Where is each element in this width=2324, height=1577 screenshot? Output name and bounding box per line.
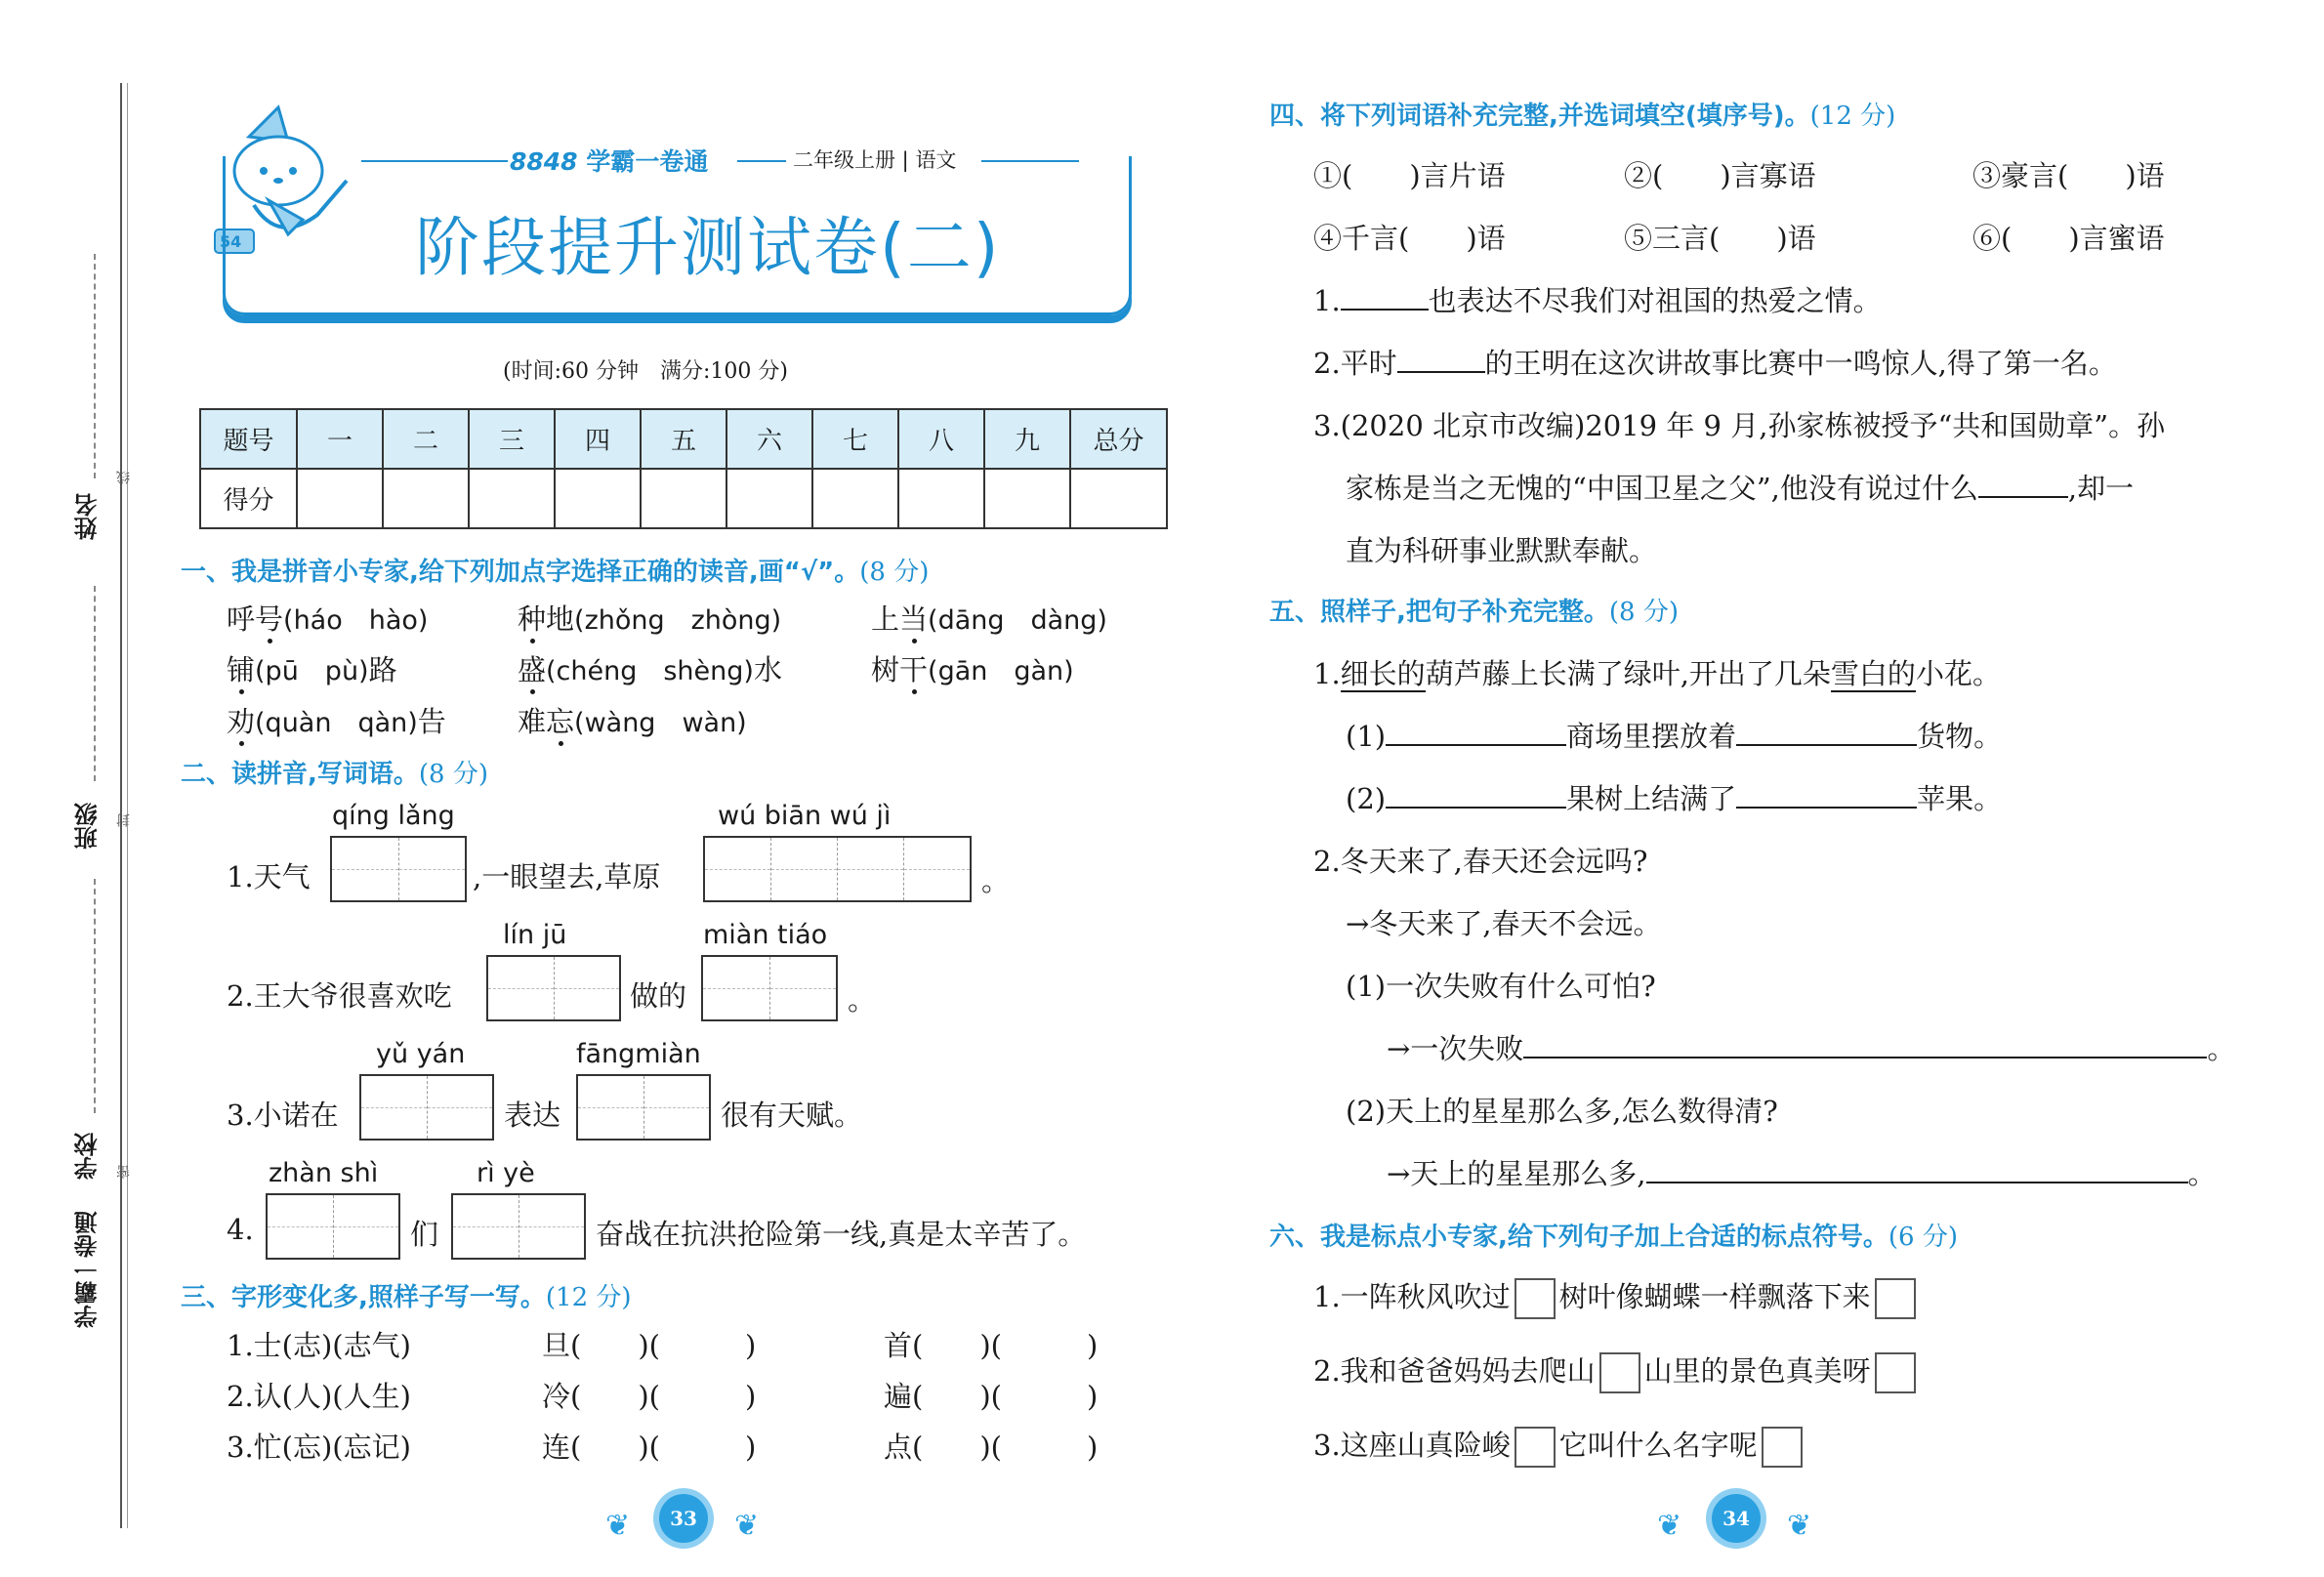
s2-q3-end: 很有天赋。 xyxy=(721,1099,863,1132)
leaf-decoration-icon: ❦ xyxy=(605,1509,631,1543)
s5-q1: (1)一次失败有什么可怕? xyxy=(1346,970,1656,1003)
s6-q2-box-2[interactable] xyxy=(1875,1352,1916,1393)
s2-q4-pinyin-1: zhàn shì xyxy=(269,1158,379,1188)
s1-item-lead: 上 xyxy=(871,602,900,636)
s2-q3-pinyin-2: fāngmiàn xyxy=(576,1039,701,1069)
side-brand: 学霸一卷通 xyxy=(74,1211,102,1328)
s2-q3-pinyin-1: yǔ yán xyxy=(376,1039,466,1069)
s2-q2-answer-box-1[interactable] xyxy=(486,955,621,1021)
s4-option-2[interactable]: ②( )言寡语 xyxy=(1624,159,1816,192)
side-secret-mark: 密 xyxy=(116,1165,132,1179)
section-3-points: (12 分) xyxy=(545,1283,632,1312)
section-4-points: (12 分) xyxy=(1809,102,1896,131)
s1-item-lead: 呼 xyxy=(227,602,256,636)
s6-q3-a: 3.这座山真险峻 xyxy=(1313,1429,1511,1462)
section-4-title-text: 四、将下列词语补充完整,并选词填空(填序号)。 xyxy=(1269,102,1810,131)
s2-q2-end: 。 xyxy=(848,983,877,1017)
s4-q3-line-2 xyxy=(1346,467,2134,507)
section-2-points: (8 分) xyxy=(418,760,488,789)
s5-r2-mid: 果树上结满了 xyxy=(1566,782,1737,815)
s1-item-char: 铺 xyxy=(227,653,256,686)
s3-row-3-c[interactable]: 点( )( ) xyxy=(884,1431,1099,1464)
section-1-title-text: 一、我是拼音小专家,给下列加点字选择正确的读音,画“√”。 xyxy=(181,558,860,587)
score-header: 二 xyxy=(383,409,469,469)
s1-item-char: 号 xyxy=(255,602,284,636)
s1-item-pinyin: (háo hào) xyxy=(283,605,429,636)
s5-q2: (2)天上的星星那么多,怎么数得清? xyxy=(1346,1095,1778,1128)
score-cell[interactable] xyxy=(383,469,469,528)
section-5-title-text: 五、照样子,把句子补充完整。 xyxy=(1269,598,1609,627)
s2-q3-answer-box-2[interactable] xyxy=(576,1074,711,1141)
s6-q3-box-1[interactable] xyxy=(1515,1427,1556,1468)
s1-item-char: 忘 xyxy=(546,705,575,738)
section-6-title xyxy=(1269,1217,1958,1253)
leaf-decoration-icon: ❦ xyxy=(734,1509,760,1543)
s3-row-1-c[interactable]: 首( )( ) xyxy=(884,1329,1099,1362)
s4-q1 xyxy=(1313,279,1882,319)
side-class-line xyxy=(94,586,97,781)
s1-item-pinyin: (pū pù) xyxy=(255,656,369,686)
s4-option-5[interactable]: ⑤三言( )语 xyxy=(1624,222,1816,255)
s6-q3-box-2[interactable] xyxy=(1762,1427,1803,1468)
s2-q2-mid: 做的 xyxy=(630,979,687,1013)
brand-name: 学霸一卷通 xyxy=(586,147,709,176)
side-line-mark: 线 xyxy=(116,471,132,484)
s5-example-1-end: 小花。 xyxy=(1915,657,2001,690)
s2-q4-mid: 们 xyxy=(410,1218,439,1251)
s5-r1-end: 货物。 xyxy=(1917,720,2003,753)
s1-item-pinyin: (dāng dàng) xyxy=(928,605,1107,636)
score-cell[interactable] xyxy=(1070,469,1167,528)
s3-row-1-b[interactable]: 旦( )( ) xyxy=(542,1329,757,1362)
score-cell[interactable] xyxy=(898,469,984,528)
s1-item-pinyin: (gān gàn) xyxy=(928,656,1074,686)
s5-q2-answer-lead: →天上的星星那么多, xyxy=(1387,1157,1646,1190)
grade-line: 二年级上册 | 语文 xyxy=(793,148,957,172)
score-header-row xyxy=(200,409,1167,469)
s2-q1-pinyin-2: wú biān wú jì xyxy=(718,801,892,831)
s1-item-7[interactable] xyxy=(227,700,446,740)
s5-example-1 xyxy=(1313,652,2001,692)
section-4-title xyxy=(1269,96,1895,132)
s4-q3-blank[interactable] xyxy=(1978,473,2068,498)
s5-r1 xyxy=(1346,715,2002,755)
s3-row-1-example: 1.士(志)(志气) xyxy=(227,1329,411,1362)
leaf-decoration-icon: ❦ xyxy=(1657,1509,1682,1543)
s5-example-1-underline-1: 细长的 xyxy=(1340,657,1426,690)
s2-q1-answer-box-2[interactable] xyxy=(703,836,972,902)
s5-r1-mid: 商场里摆放着 xyxy=(1566,720,1737,753)
s2-q1-answer-box-1[interactable] xyxy=(330,836,467,902)
s2-q4-answer-box-2[interactable] xyxy=(451,1193,586,1260)
s2-q2-lead: 2.王大爷很喜欢吃 xyxy=(227,979,452,1013)
page-number-left: 33 xyxy=(670,1507,697,1530)
score-cell[interactable] xyxy=(641,469,726,528)
s4-q3-line-2-a: 家栋是当之无愧的“中国卫星之父”,他没有说过什么 xyxy=(1346,472,1978,505)
s1-item-char: 干 xyxy=(899,653,929,686)
side-school-label: 学校 xyxy=(74,1133,102,1180)
s1-item-char: 劝 xyxy=(227,705,256,738)
s5-example-1-underline-2: 雪白的 xyxy=(1830,657,1916,690)
s5-r2-end: 苹果。 xyxy=(1917,782,2003,815)
s1-item-char: 当 xyxy=(899,602,929,636)
s2-q3-lead: 3.小诺在 xyxy=(227,1099,339,1132)
s5-q1-blank[interactable] xyxy=(1523,1033,2207,1058)
score-header: 题号 xyxy=(200,409,297,469)
s2-q3-answer-box-1[interactable] xyxy=(359,1074,494,1141)
s1-item-pinyin: (zhǒng zhòng) xyxy=(574,605,782,636)
s6-q1-box-2[interactable] xyxy=(1875,1278,1916,1319)
s4-option-6[interactable]: ⑥( )言蜜语 xyxy=(1972,222,2165,255)
s1-item-post: 水 xyxy=(753,653,782,686)
s5-r2-num: (2) xyxy=(1346,782,1387,815)
s1-item-lead: 树 xyxy=(871,653,900,686)
score-header: 总分 xyxy=(1070,409,1167,469)
section-2-title xyxy=(181,754,488,790)
section-1-title xyxy=(181,552,929,588)
binding-line-2 xyxy=(127,83,128,1528)
score-header: 七 xyxy=(812,409,898,469)
s5-r1-num: (1) xyxy=(1346,720,1387,753)
s4-q2-text: 的王明在这次讲故事比赛中一鸣惊人,得了第一名。 xyxy=(1484,347,2117,380)
score-cell[interactable] xyxy=(726,469,812,528)
score-row-label: 得分 xyxy=(200,469,297,528)
score-cell[interactable] xyxy=(297,469,383,528)
s1-item-post: 路 xyxy=(368,653,397,686)
s1-item-post: 告 xyxy=(417,705,446,738)
s4-q1-blank[interactable] xyxy=(1341,285,1429,311)
s5-q2-answer xyxy=(1387,1152,2217,1192)
s2-q4-answer-box-1[interactable] xyxy=(266,1193,400,1260)
s5-q1-answer xyxy=(1387,1027,2235,1067)
section-6-title-text: 六、我是标点小专家,给下列句子加上合适的标点符号。 xyxy=(1269,1223,1888,1252)
s4-q3-line-1: 3.(2020 北京市改编)2019 年 9 月,孙家栋被授予“共和国勋章”。孙 xyxy=(1313,409,2166,442)
s5-r2 xyxy=(1346,777,2002,817)
s2-q2-pinyin-1: lín jū xyxy=(503,920,567,950)
score-table xyxy=(199,408,1168,529)
s3-row-3-b[interactable]: 连( )( ) xyxy=(542,1431,757,1464)
section-6-points: (6 分) xyxy=(1888,1223,1958,1252)
section-3-title xyxy=(181,1277,632,1313)
s3-row-2-c[interactable]: 遍( )( ) xyxy=(884,1380,1099,1413)
s1-item-char: 盛 xyxy=(518,653,547,686)
section-3-title-text: 三、字形变化多,照样子写一写。 xyxy=(181,1283,546,1312)
s5-r2-blank-2[interactable] xyxy=(1736,783,1917,809)
s1-item-char: 种 xyxy=(518,602,547,636)
s1-item-lead: 难 xyxy=(518,705,547,738)
side-name-line xyxy=(94,254,97,478)
score-header: 五 xyxy=(641,409,726,469)
s6-q1-a: 1.一阵秋风吹过 xyxy=(1313,1280,1511,1313)
s4-q1-num: 1. xyxy=(1313,284,1341,317)
s6-q3 xyxy=(1313,1424,1806,1468)
s2-q2-answer-box-2[interactable] xyxy=(701,955,838,1021)
s3-row-3-example: 3.忙(忘)(忘记) xyxy=(227,1431,411,1464)
s2-q1-pinyin-1: qíng lǎng xyxy=(332,801,455,831)
s4-q3-line-3: 直为科研事业默默奉献。 xyxy=(1346,534,1658,567)
s5-r1-blank-2[interactable] xyxy=(1736,721,1917,746)
binding-line xyxy=(120,83,122,1528)
s6-q1 xyxy=(1313,1275,1920,1319)
side-school-line xyxy=(94,879,97,1113)
s1-item-6[interactable] xyxy=(871,648,1074,688)
score-cell[interactable] xyxy=(984,469,1070,528)
s6-q3-b: 它叫什么名字呢 xyxy=(1558,1429,1758,1462)
section-1-points: (8 分) xyxy=(859,558,930,587)
section-5-title xyxy=(1269,592,1679,628)
s2-q1-mid: ,一眼望去,草原 xyxy=(473,860,661,893)
s1-item-1[interactable] xyxy=(227,598,428,638)
s1-item-4[interactable] xyxy=(227,648,397,688)
page-title: 阶段提升测试卷(二) xyxy=(415,210,1001,285)
s6-q2-box-1[interactable] xyxy=(1599,1352,1640,1393)
s4-q2-lead: 2.平时 xyxy=(1313,347,1397,380)
score-header: 四 xyxy=(555,409,641,469)
s5-example-2: 2.冬天来了,春天还会远吗? xyxy=(1313,845,1648,878)
s6-q2-a: 2.我和爸爸妈妈去爬山 xyxy=(1313,1354,1596,1388)
grade-label: 二年级上册 xyxy=(793,148,895,172)
score-cell[interactable] xyxy=(469,469,555,528)
s4-q2-blank[interactable] xyxy=(1397,348,1485,373)
score-header: 九 xyxy=(984,409,1070,469)
mascot-badge: 54 xyxy=(220,232,242,251)
s5-example-1-num: 1. xyxy=(1313,657,1341,690)
score-header: 八 xyxy=(898,409,984,469)
s1-item-pinyin: (wàng wàn) xyxy=(574,708,747,738)
s2-q3-mid: 表达 xyxy=(504,1099,561,1132)
side-class-label: 班级 xyxy=(74,803,102,850)
score-cell[interactable] xyxy=(812,469,898,528)
score-header: 三 xyxy=(469,409,555,469)
s1-item-pinyin: (quàn qàn) xyxy=(255,708,418,738)
s5-r1-blank-1[interactable] xyxy=(1386,721,1566,746)
s4-option-3[interactable]: ③豪言( )语 xyxy=(1972,159,2165,192)
s1-item-post: 地 xyxy=(546,602,575,636)
s1-item-8[interactable] xyxy=(518,700,747,740)
side-name-label: 姓名 xyxy=(74,493,102,540)
s1-item-3[interactable] xyxy=(871,598,1107,638)
s2-q1-lead: 1.天气 xyxy=(227,860,311,893)
s5-example-1-mid: 葫芦藤上长满了绿叶,开出了几朵 xyxy=(1425,657,1831,690)
s2-q2-pinyin-2: miàn tiáo xyxy=(703,920,828,950)
s4-q2 xyxy=(1313,342,2117,382)
s5-example-2-answer: →冬天来了,春天不会远。 xyxy=(1346,907,1662,940)
s2-q4-pinyin-2: rì yè xyxy=(477,1158,535,1188)
score-header: 六 xyxy=(726,409,812,469)
s5-r2-blank-1[interactable] xyxy=(1386,783,1566,809)
time-info: (时间:60 分钟 满分:100 分) xyxy=(503,359,788,384)
section-2-title-text: 二、读拼音,写词语。 xyxy=(181,760,419,789)
s4-option-1[interactable]: ①( )言片语 xyxy=(1313,159,1506,192)
s6-q2-b: 山里的景色真美呀 xyxy=(1643,1354,1871,1388)
page-number-right: 34 xyxy=(1722,1507,1750,1530)
s4-option-4[interactable]: ④千言( )语 xyxy=(1313,222,1506,255)
s2-q4-end: 奋战在抗洪抢险第一线,真是太辛苦了。 xyxy=(596,1218,1087,1251)
s2-q1-end: 。 xyxy=(981,864,1011,897)
s6-q2 xyxy=(1313,1349,1920,1393)
leaf-decoration-icon: ❦ xyxy=(1787,1509,1812,1543)
s3-row-2-b[interactable]: 冷( )( ) xyxy=(542,1380,757,1413)
s4-q3-line-2-b: ,却一 xyxy=(2067,472,2135,505)
s6-q1-b: 树叶像蝴蝶一样飘落下来 xyxy=(1558,1280,1871,1313)
side-seal-mark: 封 xyxy=(116,813,132,827)
s1-item-pinyin: (chéng shèng) xyxy=(546,656,754,686)
section-5-points: (8 分) xyxy=(1608,598,1679,627)
s5-q1-end: 。 xyxy=(2207,1032,2236,1065)
s5-q1-answer-lead: →一次失败 xyxy=(1387,1032,1524,1065)
s2-q4-lead: 4. xyxy=(227,1213,254,1246)
subject-label: 语文 xyxy=(915,148,957,172)
s5-q2-blank[interactable] xyxy=(1646,1158,2188,1183)
score-header: 一 xyxy=(297,409,383,469)
score-row xyxy=(200,469,1167,528)
score-cell[interactable] xyxy=(555,469,641,528)
s1-item-5[interactable] xyxy=(518,648,782,688)
s5-q2-end: 。 xyxy=(2187,1157,2217,1190)
s4-q1-text: 也表达不尽我们对祖国的热爱之情。 xyxy=(1428,284,1882,317)
s1-item-2[interactable] xyxy=(518,598,781,638)
s3-row-2-example: 2.认(人)(人生) xyxy=(227,1380,411,1413)
brand-series: 8848 xyxy=(510,147,578,176)
s6-q1-box-1[interactable] xyxy=(1515,1278,1556,1319)
